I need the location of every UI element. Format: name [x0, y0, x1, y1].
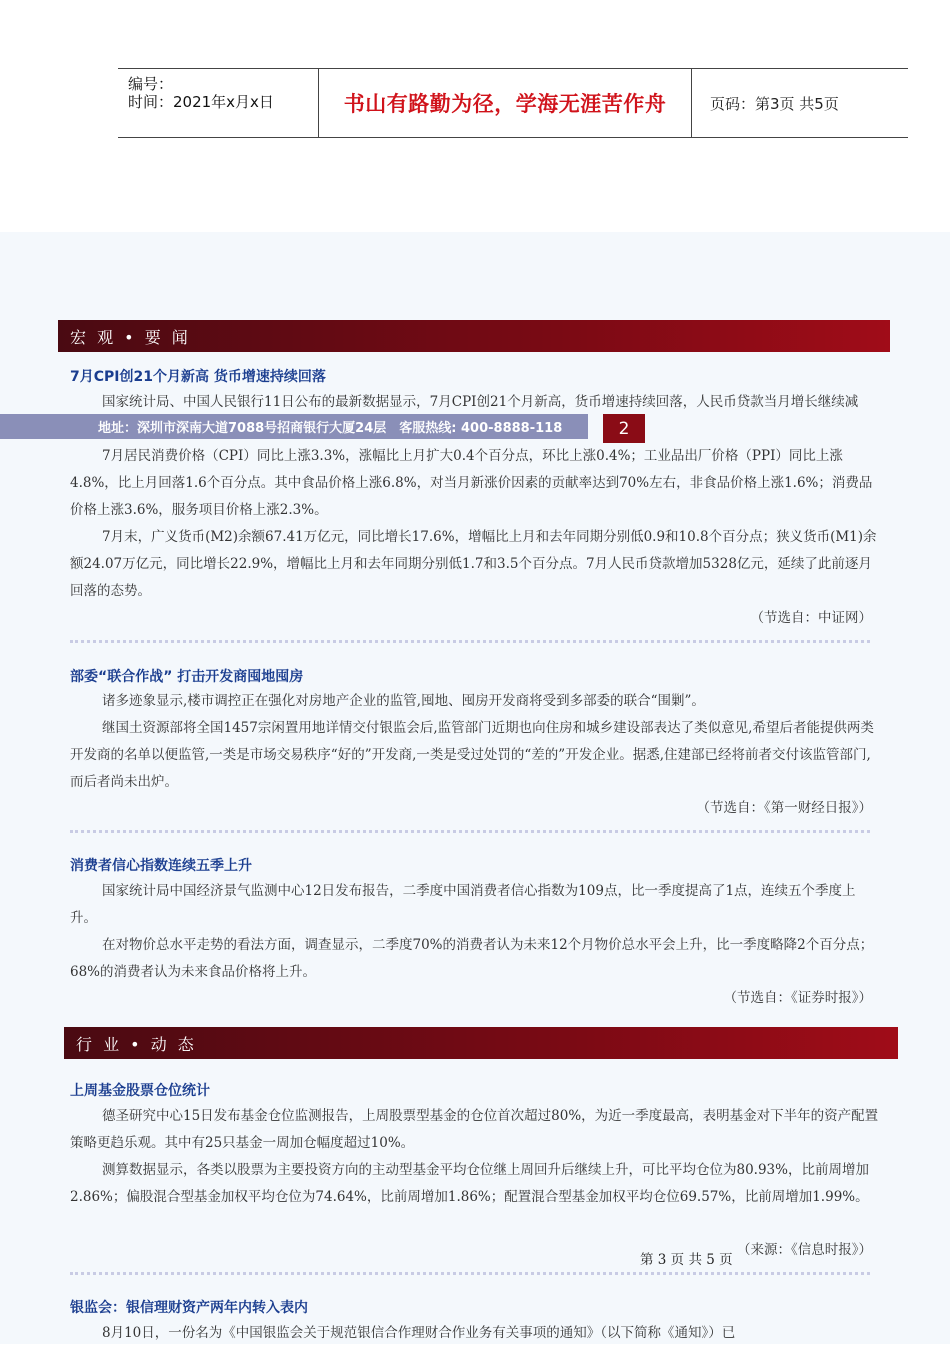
article-source: （节选自：《证券时报》）	[723, 990, 872, 1006]
article-source: （节选自：中证网）	[750, 610, 872, 626]
section-bar-macro	[58, 320, 890, 352]
address-text: 地址：深圳市深南大道7088号招商银行大厦24层 客服热线: 400-8888-118	[98, 421, 563, 436]
section-title-industry: 行 业 • 动 态	[76, 1034, 197, 1054]
article-paragraph: 国家统计局、中国人民银行11日公布的最新数据显示，7月CPI创21个月新高，货币增速持续回落，人民币贷款当月增长继续减	[102, 394, 859, 410]
article-paragraph: 7月居民消费价格（CPI）同比上涨3.3%，涨幅比上月扩大0.4个百分点，环比上涨0.4%；工业品出厂价格（PPI）同比上涨4.8%，比上月回落1.6个百分点。其中食品价格上涨6.8%，对当月新涨价因素的贡献率达到70%左右，非食品价格上涨1.6%；消费品价格上涨3.6%，服务项目价格上涨2.3%。	[70, 448, 873, 518]
page-info	[702, 69, 908, 137]
page-number-box: 2	[603, 414, 645, 443]
article-paragraph: 德圣研究中心15日发布基金仓位监测报告，上周股票型基金的仓位首次超过80%，为近一季度最高，表明基金对下半年的资产配置策略更趋乐观。其中有25只基金一周加仓幅度超过10%。	[70, 1108, 879, 1151]
article-title: 部委“联合作战” 打击开发商囤地囤房	[70, 669, 304, 685]
article-paragraph: 8月10日，一份名为《中国银监会关于规范银信合作理财合作业务有关事项的通知》（以下简称《通知》）已	[102, 1325, 736, 1341]
article-paragraph: 国家统计局中国经济景气监测中心12日发布报告，二季度中国消费者信心指数为109点，比一季度提高了1点，连续五个季度上升。	[70, 883, 856, 926]
motto: 书山有路勤为径，学海无涯苦作舟	[319, 69, 692, 137]
time-label: 时间：2021年x月x日	[128, 93, 274, 111]
document-header	[118, 68, 908, 138]
article-title: 银监会：银信理财资产两年内转入表内	[70, 1300, 308, 1316]
article-paragraph: 诸多迹象显示,楼市调控正在强化对房地产企业的监管,囤地、囤房开发商将受到多部委的联合“围剿”。	[102, 693, 705, 709]
dotted-divider	[70, 640, 870, 643]
dotted-divider	[70, 1272, 870, 1275]
page-footer: 第 3 页 共 5 页	[640, 1252, 733, 1268]
header-meta	[118, 69, 319, 137]
article-title: 7月CPI创21个月新高 货币增速持续回落	[70, 369, 326, 385]
dotted-divider	[70, 830, 870, 833]
article-title: 消费者信心指数连续五季上升	[70, 858, 252, 874]
article-paragraph: 继国土资源部将全国1457宗闲置用地详情交付银监会后,监管部门近期也向住房和城乡建设部表达了类似意见,希望后者能提供两类开发商的名单以便监管,一类是市场交易秩序“好的”开发商,一类是受过处罚的“差的”开发企业。据悉,住建部已经将前者交付该监管部门,而后者尚未出炉。	[70, 720, 874, 790]
article-paragraph: 在对物价总水平走势的看法方面，调查显示，二季度70%的消费者认为未来12个月物价总水平会上升，比一季度略降2个百分点；68%的消费者认为未来食品价格将上升。	[70, 937, 874, 980]
article-title: 上周基金股票仓位统计	[70, 1083, 210, 1099]
article-source: （来源：《信息时报》）	[737, 1242, 872, 1258]
page-info-text: 页码：第3页 共5页	[710, 94, 839, 113]
address-banner	[0, 414, 588, 439]
article-source: （节选自：《第一财经日报》）	[696, 800, 872, 816]
section-bar-industry	[64, 1027, 898, 1059]
article-paragraph: 7月末，广义货币(M2)余额67.41万亿元，同比增长17.6%，增幅比上月和去年同期分别低0.9和10.8个百分点；狭义货币(M1)余额24.07万亿元，同比增长22.9%，增幅比上月和去年同期分别低1.7和3.5个百分点。7月人民币贷款增加5328亿元，延续了此前逐月回落的态势。	[70, 529, 877, 599]
article-paragraph: 测算数据显示，各类以股票为主要投资方向的主动型基金平均仓位继上周回升后继续上升，可比平均仓位为80.93%，比前周增加2.86%；偏股混合型基金加权平均仓位为74.64%，比前周增加1.86%；配置混合型基金加权平均仓位69.57%，比前周增加1.99%。	[70, 1162, 869, 1205]
number-label: 编号：	[128, 75, 174, 93]
section-title-macro: 宏 观 • 要 闻	[70, 327, 191, 347]
